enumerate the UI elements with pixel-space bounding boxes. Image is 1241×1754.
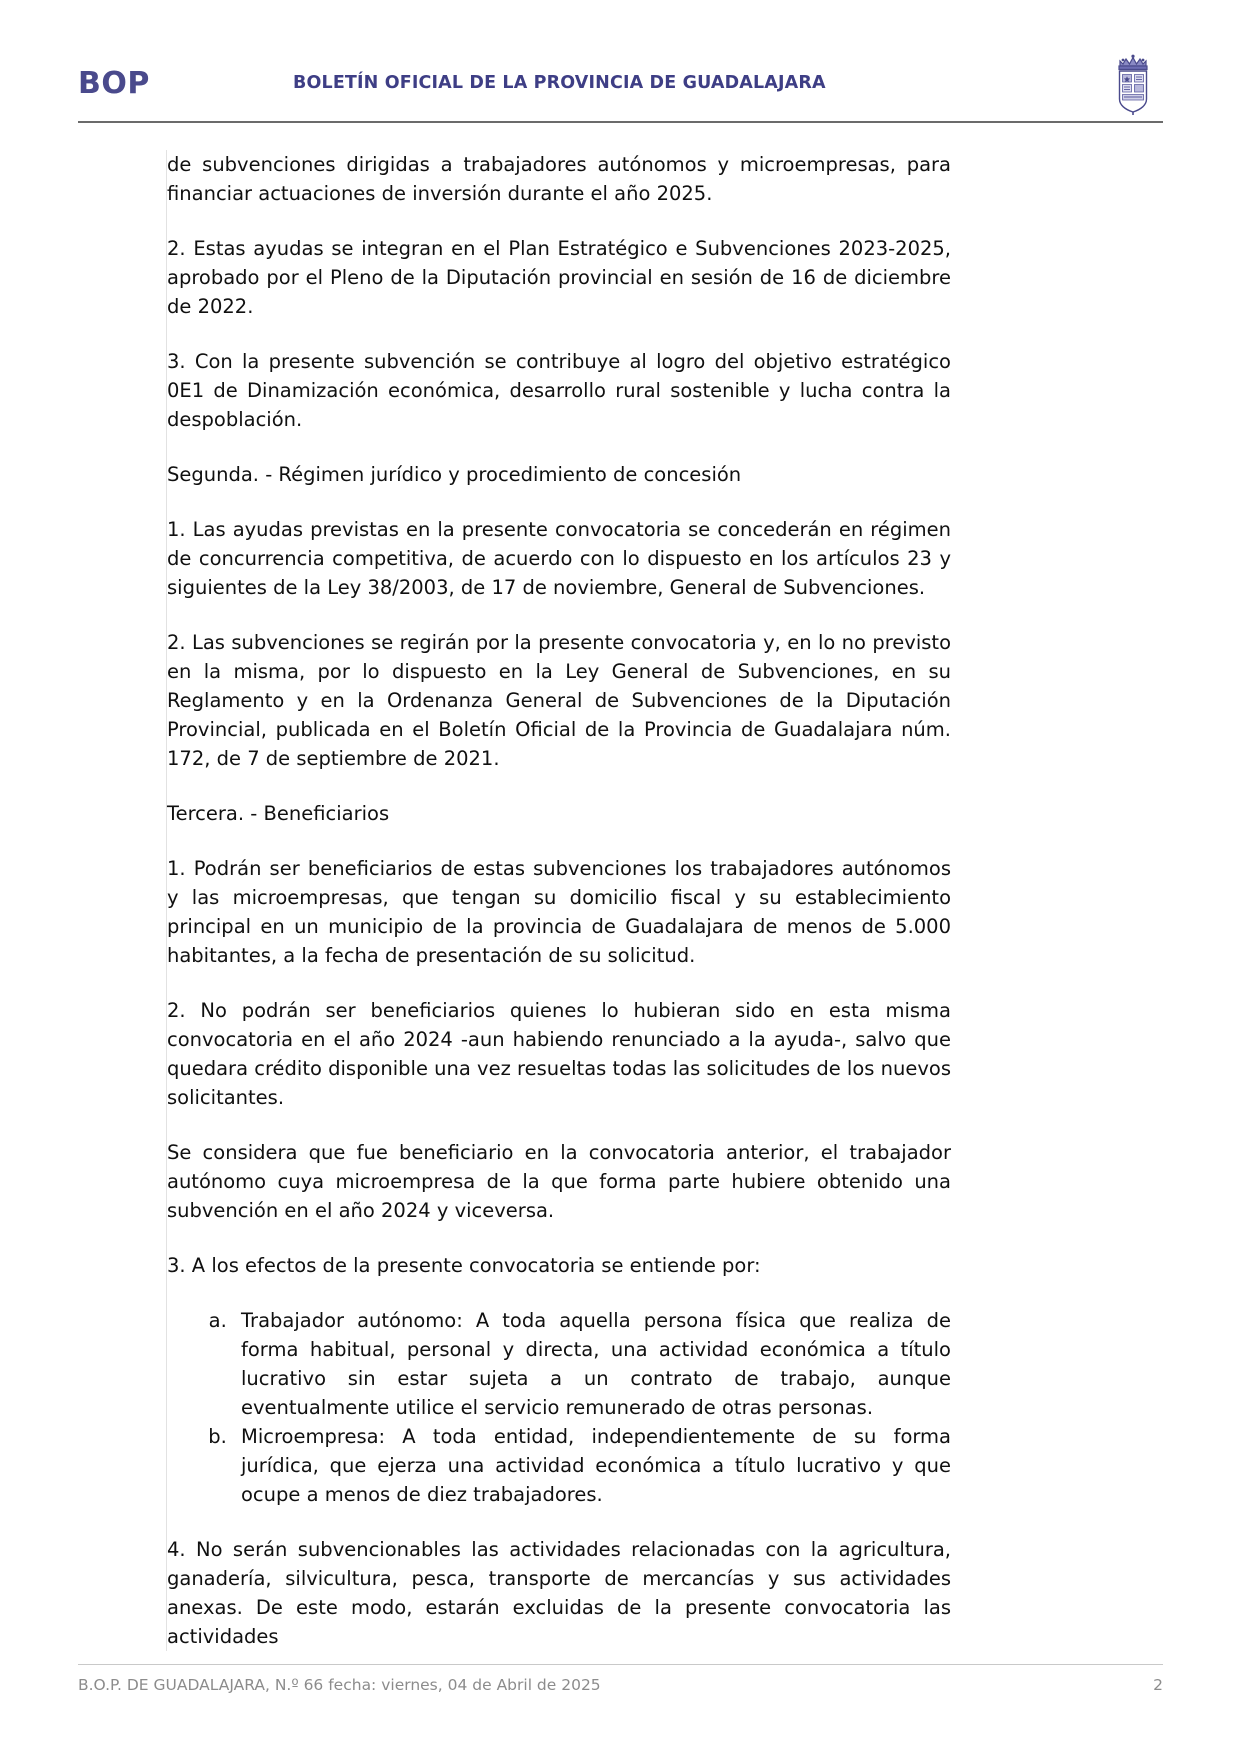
paragraph-primera-2: 2. Estas ayudas se integran en el Plan Estratégico e Subvenciones 2023-2025, aprobado por el Pleno de la Diputación provincial en sesión de 16 de diciembre de 2022. [167, 237, 951, 318]
paragraph-intro-continued: de subvenciones dirigidas a trabajadores autónomos y microempresas, para financiar actuaciones de inversión durante el año 2025. [167, 153, 951, 205]
bop-logo: BOP [78, 65, 150, 101]
paragraph-primera-3: 3. Con la presente subvención se contribuye al logro del objetivo estratégico 0E1 de Dinamización económica, desarrollo rural sostenible y lucha contra la despoblación. [167, 350, 951, 431]
page-header [78, 46, 1163, 120]
list-item: a. Trabajador autónomo: A toda aquella persona física que realiza de forma habitual, personal y directa, una actividad económica a título lucrativo sin estar sujeta a un contrato de trabajo, aunque eventualmente utilice el servicio remunerado de otras personas. [233, 1306, 951, 1422]
paragraph-tercera-2: 2. No podrán ser beneficiarios quienes lo hubieran sido en esta misma convocatoria en el año 2024 -aun habiendo renunciado a la ayuda-, salvo que quedara crédito disponible una vez resueltas todas las solicitudes de los nuevos solicitantes. [167, 999, 951, 1109]
paragraph-tercera-3: 3. A los efectos de la presente convocatoria se entiende por: [167, 1254, 761, 1277]
page-footer [78, 1676, 1163, 1694]
document-body [166, 150, 951, 1651]
coat-of-arms-icon [1103, 50, 1163, 116]
footer-divider [78, 1664, 1163, 1665]
definitions-list [167, 1306, 951, 1509]
bulletin-title: BOLETÍN OFICIAL DE LA PROVINCIA DE GUADALAJARA [293, 73, 826, 93]
list-item: b. Microempresa: A toda entidad, independientemente de su forma jurídica, que ejerza una actividad económica a título lucrativo y que ocupe a menos de diez trabajadores. [233, 1422, 951, 1509]
paragraph-tercera-4: 4. No serán subvencionables las actividades relacionadas con la agricultura, ganadería, silvicultura, pesca, transporte de mercancías y sus actividades anexas. De este modo, estarán excluidas de la presente convocatoria las actividades [167, 1538, 951, 1648]
footer-publication-info: B.O.P. DE GUADALAJARA, N.º 66 fecha: viernes, 04 de Abril de 2025 [78, 1676, 601, 1694]
paragraph-tercera-1: 1. Podrán ser beneficiarios de estas subvenciones los trabajadores autónomos y las microempresas, que tengan su domicilio fiscal y su establecimiento principal en un municipio de la provincia de Guadalajara de menos de 5.000 habitantes, a la fecha de presentación de su solicitud. [167, 857, 951, 967]
header-divider [78, 121, 1163, 123]
page-number: 2 [1153, 1676, 1163, 1694]
paragraph-tercera-2b: Se considera que fue beneficiario en la convocatoria anterior, el trabajador autónomo cuya microempresa de la que forma parte hubiere obtenido una subvención en el año 2024 y viceversa. [167, 1141, 951, 1222]
heading-segunda: Segunda. - Régimen jurídico y procedimiento de concesión [167, 463, 742, 486]
paragraph-segunda-2: 2. Las subvenciones se regirán por la presente convocatoria y, en lo no previsto en la misma, por lo dispuesto en la Ley General de Subvenciones, en su Reglamento y en la Ordenanza General de Subvenciones de la Diputación Provincial, publicada en el Boletín Oficial de la Provincia de Guadalajara núm. 172, de 7 de septiembre de 2021. [167, 631, 951, 770]
paragraph-segunda-1: 1. Las ayudas previstas en la presente convocatoria se concederán en régimen de concurrencia competitiva, de acuerdo con lo dispuesto en los artículos 23 y siguientes de la Ley 38/2003, de 17 de noviembre, General de Subvenciones. [167, 518, 951, 599]
heading-tercera: Tercera. - Beneficiarios [167, 802, 390, 825]
